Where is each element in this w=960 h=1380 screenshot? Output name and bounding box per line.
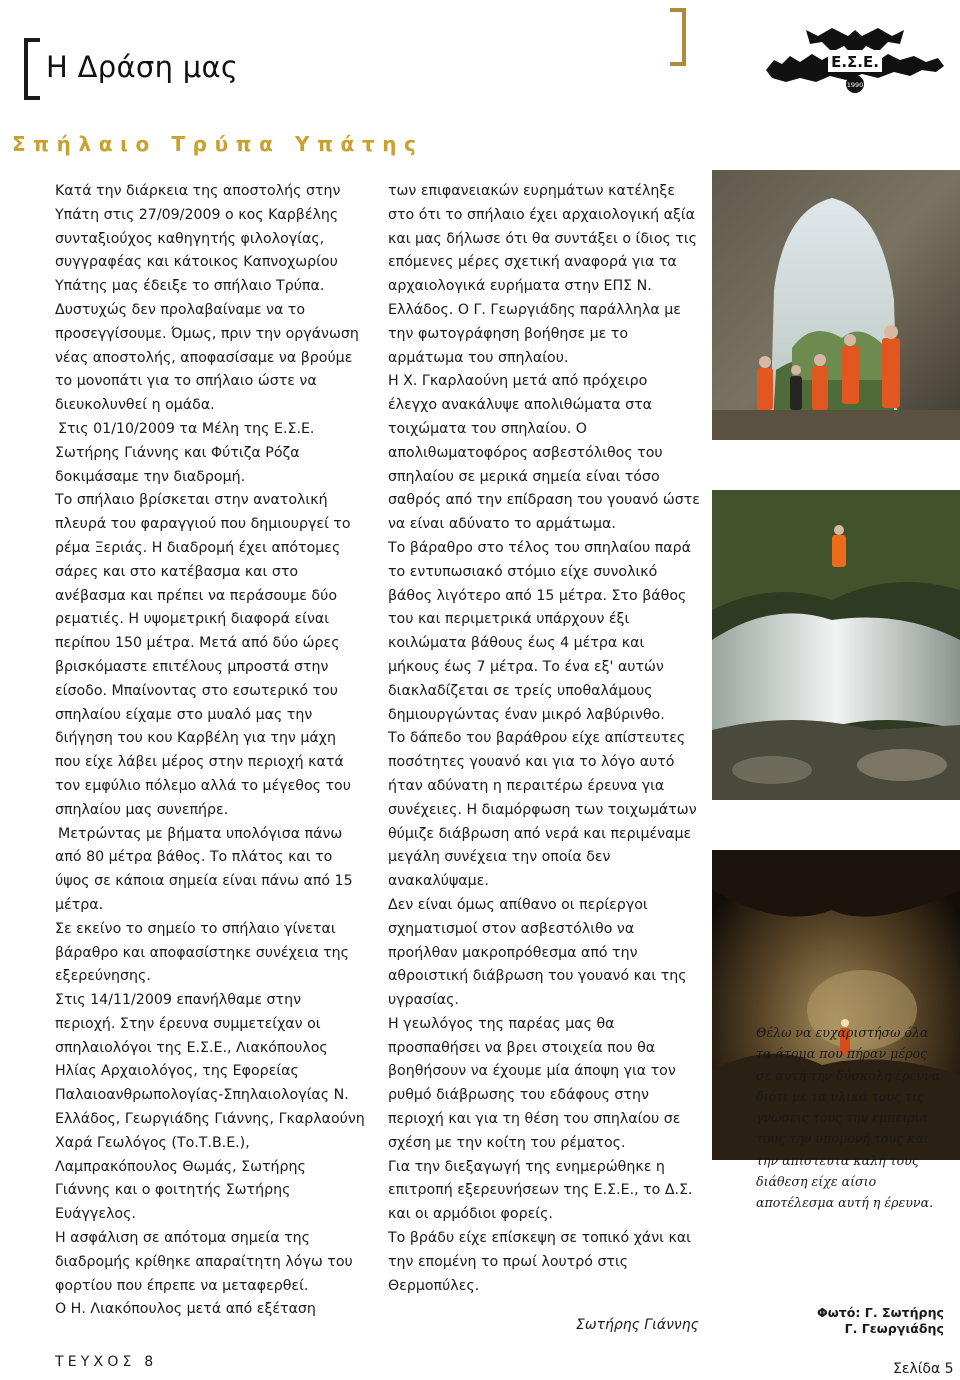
photo-credit: [774, 1305, 944, 1337]
paragraph: Το σπήλαιο βρίσκεται στην ανατολική πλευρά του φαραγγιού που δημιουργεί το ρέμα Ξεριάς. Η διαδρομή έχει απότομες σάρες και στο κατέβασμα και στο ανέβασμα και πρέπει να περάσουμε δύο ρεματιές. Η υψομετρική διαφορά είναι περίπου 150 μέτρα. Μετά από δύο ώρες βρισκόμαστε επιτέλους μπροστά στην είσοδο. Μπαίνοντας στο εσωτερικό του σπηλαίου είχαμε στο μυαλό μας την διήγηση του κου Καρβέλη για την μάχη που είχε λάβει μέρος στην περιοχή κατά τον εμφύλιο πόλεμο αλλά το μέγεθος του σπηλαίου μας συνεπήρε.: [55, 492, 351, 818]
section-title: Η Δράση μας: [46, 50, 239, 84]
paragraph: Κατά την διάρκεια της αποστολής στην Υπάτη στις 27/09/2009 ο κος Καρβέλης συνταξιούχος καθηγητής φιλολογίας, συγγραφέας και κάτοικος Καπνοχωρίου Υπάτης μας έδειξε το σπήλαιο Τρύπα. Δυστυχώς δεν προλαβαίναμε να το προσεγγίσουμε. Όμως, πριν την οργάνωση νέας αποστολής, αποφασίσαμε να βρούμε το μονοπάτι για το σπήλαιο ώστε να διευκολυνθεί η ομάδα.: [55, 183, 359, 414]
title-bracket-left: [24, 38, 40, 100]
thanks-line: την απίστευτα καλή τους: [756, 1152, 919, 1168]
article-author: Σωτήρης Γιάννης: [576, 1317, 699, 1333]
photo-cave-entrance: [712, 170, 960, 440]
thanks-line: διότι με τα υλικά τους τις: [756, 1088, 924, 1104]
paragraph: Η Χ. Γκαρλαούνη μετά από πρόχειρο έλεγχο ανακάλυψε απολιθώματα στα τοιχώματα του σπηλαίου. Ο απολιθωματοφόρος ασβεστόλιθος του σπηλαίου σε μερικά σημεία είναι τόσο σαθρός από την επίδραση του γουανό ώστε να είναι αδύνατο το αρμάτωμα.: [388, 373, 700, 533]
thanks-line: γνώσεις τους την εμπειρία: [756, 1110, 928, 1126]
paragraph: Στις 01/10/2009 τα Μέλη της Ε.Σ.Ε. Σωτήρης Γιάννης και Φύτιζα Ρόζα δοκιμάσαμε την διαδρομή.: [55, 420, 315, 485]
paragraph: Για την διεξαγωγή της ενημερώθηκε η επιτροπή εξερευνήσεων της Ε.Σ.Ε., το Δ.Σ. και οι αρμόδιοι φορείς.: [388, 1158, 693, 1223]
paragraph: Στις 14/11/2009 επανήλθαμε στην περιοχή. Στην έρευνα συμμετείχαν οι σπηλαιολόγοι της Ε.Σ.Ε., Λιακόπουλος Ηλίας Αρχαιολόγος, της Εφορείας Παλαιοανθρωπολογίας-Σπηλαιολογίας Ν. Ελλάδος, Γεωργιάδης Γιάννης, Γκαρλαούνη Χαρά Γεωλόγος (Το.Τ.Β.Ε.), Λαμπρακόπουλος Θωμάς, Σωτήρης Γιάννης και ο φοιτητής Σωτήρης Ευάγγελος.: [55, 992, 365, 1223]
paragraph: Μετρώντας με βήματα υπολόγισα πάνω από 80 μέτρα βάθος. Το πλάτος και το ύψος σε κάποια σημεία είναι πάνω από 15 μέτρα.: [55, 825, 353, 913]
paragraph: Σε εκείνο το σημείο το σπήλαιο γίνεται βάραθρο και αποφασίστηκε συνέχεια της εξερεύνησης.: [55, 920, 349, 985]
page-number: Σελίδα 5: [893, 1361, 954, 1377]
thanks-line: τους την υπομονή τους και: [756, 1131, 929, 1147]
article-column-1: [55, 180, 365, 1322]
photo-credit-line: Γ. Γεωργιάδης: [844, 1321, 944, 1336]
paragraph: Το δάπεδο του βαράθρου είχε απίστευτες ποσότητες γουανό και για το λόγο αυτό ήταν αδύνατη η περαιτέρω έρευνα για συνέχειες. Η διαμόρφωση των τοιχωμάτων θύμιζε διάβρωση από νερά και περιμέναμε μεγάλη συνέχεια την οποία δεν ανακαλύψαμε.: [388, 730, 697, 890]
logo-text: Ε.Σ.Ε.: [831, 53, 879, 71]
paragraph: Η ασφάλιση σε απότομα σημεία της διαδρομής κρίθηκε απαραίτητη λόγω του φορτίου που έπρεπε να μεταφερθεί.: [55, 1230, 353, 1294]
article-title: Σπήλαιο Τρύπα Υπάτης: [12, 132, 424, 156]
paragraph: των επιφανειακών ευρημάτων κατέληξε στο ότι το σπήλαιο έχει αρχαιολογική αξία και μας δήλωσε ότι θα συντάξει ο ίδιος τις επόμενες μέρες σχετική αναφορά για τα αρχαιολογικά ευρήματα στην ΕΠΣ Ν. Ελλάδος. Ο Γ. Γεωργιάδης παράλληλα με την φωτογράφηση βοήθησε με το αρμάτωμα του σπηλαίου.: [388, 183, 698, 366]
title-bracket-right: [670, 8, 686, 66]
issue-number: ΤΕΥΧΟΣ 8: [55, 1354, 158, 1370]
thanks-line: τα άτομα που πήραν μέρος: [756, 1046, 928, 1062]
paragraph: Ο Η. Λιακόπουλος μετά από εξέταση: [55, 1301, 316, 1318]
photo-credit-line: Φωτό: Γ. Σωτήρης: [817, 1305, 944, 1320]
logo-year: 1990: [846, 81, 864, 89]
article-column-2: [388, 180, 700, 1298]
ese-logo: [760, 10, 950, 100]
paragraph: Η γεωλόγος της παρέας μας θα προσπαθήσει να βρει στοιχεία που θα βοηθήσουν να έχουμε μία άποψη για τον ρυθμό διάβρωσης του εδάφους στην περιοχή και για τη θέση του σπηλαίου σε σχέση με την κοίτη του ρέματος.: [388, 1015, 681, 1151]
thanks-line: αποτέλεσμα αυτή η έρευνα.: [756, 1195, 934, 1211]
thanks-note: [756, 1022, 954, 1214]
paragraph: Το βάραθρο στο τέλος του σπηλαίου παρά το εντυπωσιακό στόμιο είχε συνολικό βάθος λιγότερο από 15 μέτρα. Στο βάθος του και περιμετρικά υπάρχουν έξι κοιλώματα βάθους έως 4 μέτρα και μήκους έως 7 μέτρα. Το ένα εξ' αυτών διακλαδίζεται σε τρείς υποθαλάμους δημιουργώντας έναν μικρό λαβύρινθο.: [388, 539, 692, 723]
paragraph: Δεν είναι όμως απίθανο οι περίεργοι σχηματισμοί στον ασβεστόλιθο να προήλθαν μακροπρόθεσμα από την αθροιστική διάβρωση του γουανό και της υγρασίας.: [388, 896, 687, 1009]
thanks-line: διάθεση είχε αίσιο: [756, 1174, 877, 1190]
thanks-line: Θέλω να ευχαριστήσω όλα: [756, 1025, 929, 1040]
paragraph: Το βράδυ είχε επίσκεψη σε τοπικό χάνι και την επομένη το πρωί λουτρό στις Θερμοπύλες.: [388, 1230, 691, 1294]
photo-river-gorge: [712, 490, 960, 800]
thanks-line: σε αυτή την δύσκολη έρευνα: [756, 1067, 941, 1083]
